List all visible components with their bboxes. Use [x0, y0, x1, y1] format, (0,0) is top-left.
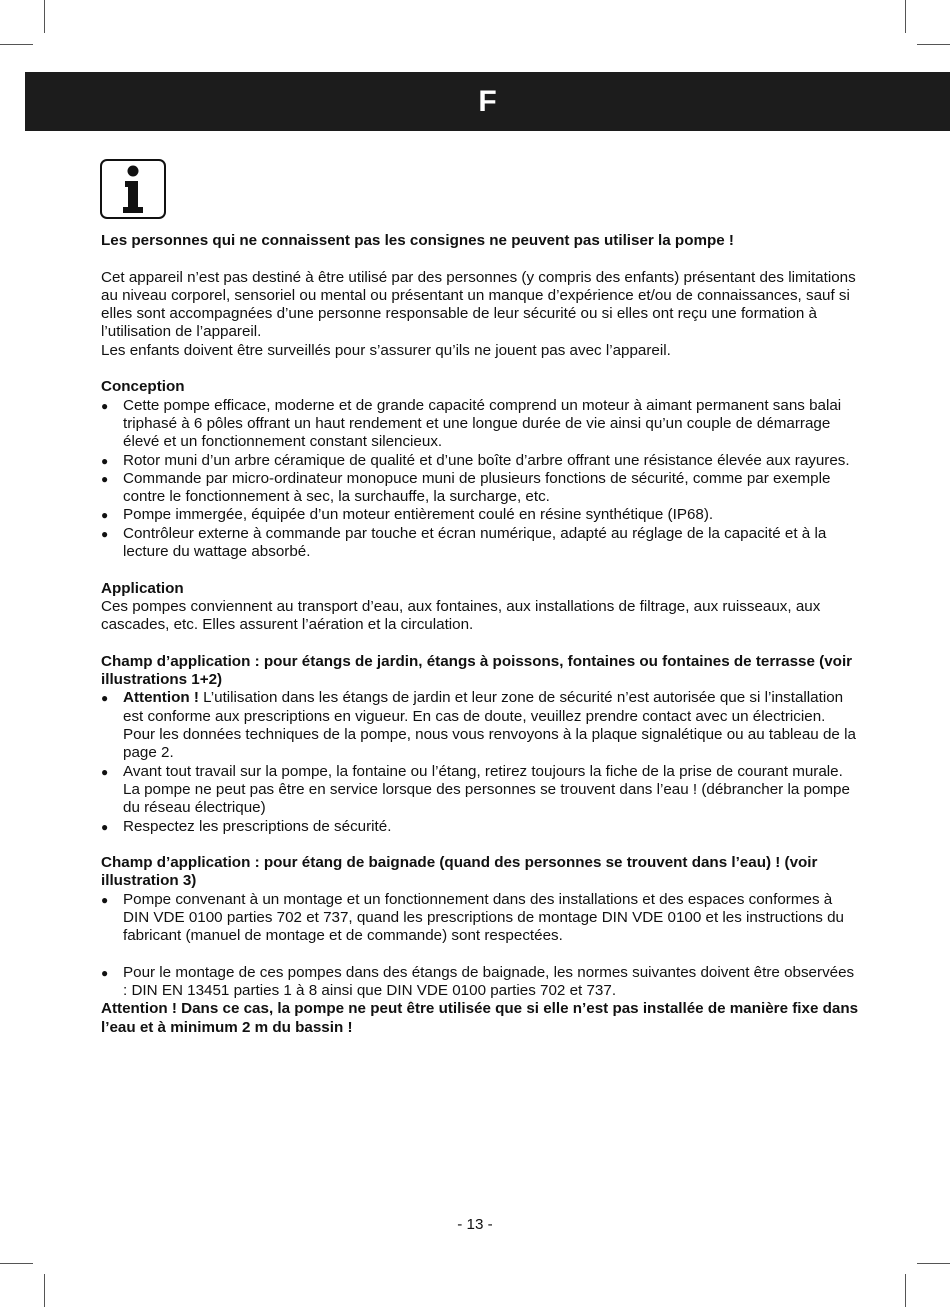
crop-mark [44, 0, 45, 33]
intro-paragraph: Cet appareil n’est pas destiné à être utilisé par des personnes (y compris des enfants) présentant des limitations au niveau corporel, sensoriel ou mental ou présentant un manque d’expérience et/ou de connaissances, sauf si elles sont accompagnées d’une personne responsable de leur sécurité ou si elles ont reçu une formation à l’utilisation de l’appareil. [101, 268, 856, 341]
application-text: Ces pompes conviennent au transport d’eau, aux fontaines, aux installations de filtrage, aux ruisseaux, aux cascades, etc. Elles assurent l’aération et la circulation. [101, 597, 821, 634]
champ1-title: Champ d’application : pour étangs de jardin, étangs à poissons, fontaines ou fontaines de terrasse (voir illustrations 1+2) [101, 652, 853, 689]
info-i-glyph [113, 163, 153, 215]
page-number: - 13 - [457, 1216, 493, 1233]
intro-children-paragraph: Les enfants doivent être surveillés pour s’assurer qu’ils ne jouent pas avec l’appareil. [101, 341, 671, 359]
info-icon [100, 159, 166, 219]
champ2-title: Champ d’application : pour étang de baignade (quand des personnes se trouvent dans l’eau) ! (voir illustration 3) [101, 854, 818, 890]
list-item [101, 689, 861, 762]
attention-label: Attention ! [123, 689, 199, 707]
list-item: ● Cette pompe efficace, moderne et de grande capacité comprend un moteur à aimant permanent sans balai triphasé à 6 pôles offrant un haut rendement et une longue durée de vie ainsi qu’un couple de démarrage élevé et un fonctionnement constant silencieux. [101, 397, 861, 452]
document-body [101, 232, 861, 1037]
list-item: ● Commande par micro-ordinateur monopuce muni de plusieurs fonctions de sécurité, comme par exemple contre le fonctionnement à sec, la surchauffe, la surcharge, etc. [101, 470, 861, 507]
champ2-list [101, 891, 861, 946]
crop-mark [44, 1274, 45, 1307]
crop-mark [905, 1274, 906, 1307]
crop-mark [0, 44, 33, 45]
list-item: ● Rotor muni d’un arbre céramique de qualité et d’une boîte d’arbre offrant une résistance élevée aux rayures. [101, 452, 861, 470]
champ2-list-2 [101, 964, 861, 1001]
conception-list [101, 397, 861, 562]
application-title: Application [101, 579, 184, 597]
champ1-list [101, 689, 861, 835]
crop-mark [0, 1263, 33, 1264]
crop-mark [917, 44, 950, 45]
list-item: ● Avant tout travail sur la pompe, la fontaine ou l’étang, retirez toujours la fiche de la prise de courant murale. La pompe ne peut pas être en service lorsque des personnes se trouvent dans l’eau ! (débrancher la pompe du réseau électrique) [101, 763, 861, 818]
crop-mark [905, 0, 906, 33]
attention-text: L’utilisation dans les étangs de jardin et leur zone de sécurité n’est autorisée que si l’installation est conforme aux prescriptions en vigueur. En cas de doute, veuillez prendre contact avec un électricien. Pour les données techniques de la pompe, nous vous renvoyons à la plaque signalétique ou au tableau de la page 2. [123, 689, 856, 762]
conception-title: Conception [101, 378, 185, 396]
list-item: ● Pompe convenant à un montage et un fonctionnement dans des installations et des espaces conformes à DIN VDE 0100 parties 702 et 737, quand les prescriptions de montage DIN VDE 0100 et les instructions du fabricant (manuel de montage et de commande) sont respectées. [101, 891, 861, 946]
final-warning: Attention ! Dans ce cas, la pompe ne peut être utilisée que si elle n’est pas installée de manière fixe dans l’eau et à minimum 2 m du bassin ! [101, 1000, 859, 1036]
language-letter: F [478, 84, 497, 118]
crop-mark [917, 1263, 950, 1264]
list-item: ● Contrôleur externe à commande par touche et écran numérique, adapté au réglage de la capacité et à la lecture du wattage absorbé. [101, 525, 861, 562]
list-item: ● Respectez les prescriptions de sécurité. [101, 818, 861, 836]
list-item: ● Pompe immergée, équipée d’un moteur entièrement coulé en résine synthétique (IP68). [101, 506, 861, 524]
intro-warning: Les personnes qui ne connaissent pas les consignes ne peuvent pas utiliser la pompe ! [101, 232, 734, 249]
language-header [25, 72, 950, 131]
list-item: ● Pour le montage de ces pompes dans des étangs de baignade, les normes suivantes doivent être observées : DIN EN 13451 parties 1 à 8 ainsi que DIN VDE 0100 parties 702 et 737. [101, 964, 861, 1001]
